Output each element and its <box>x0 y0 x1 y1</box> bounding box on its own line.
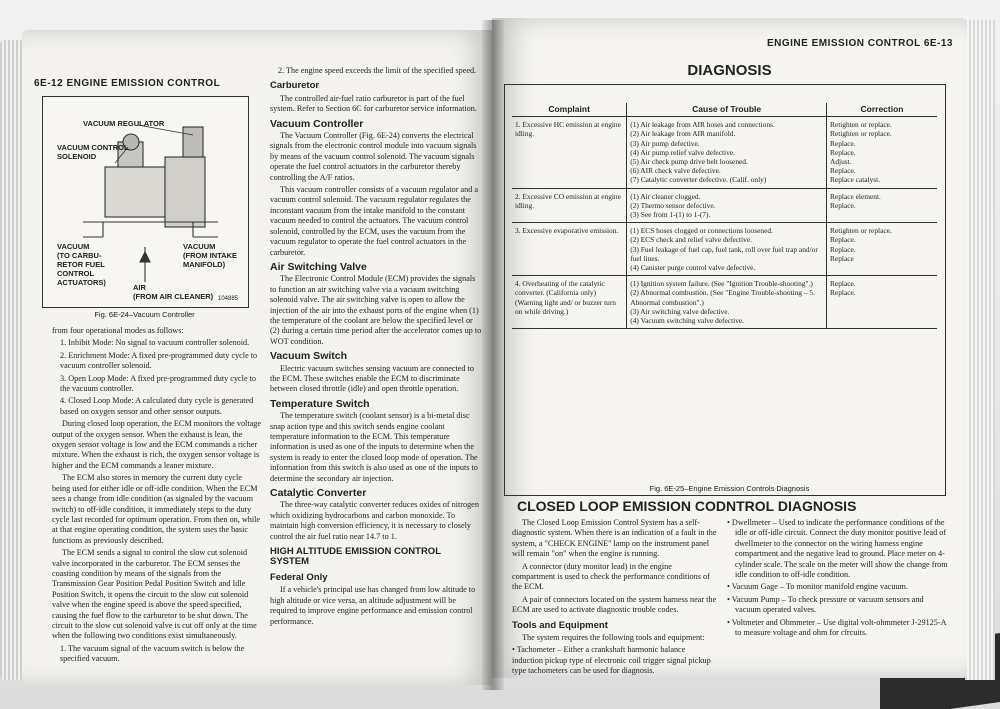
paragraph-vacuum-switch: Electric vacuum switches sensing vacuum are connected to the ECM. These switches enable the ECM to discriminate between closed throttle (idle) and open throttle operation. <box>270 363 474 394</box>
header-cause: Cause of Trouble <box>627 103 827 117</box>
cause-item: (3) Air switching valve defective. <box>630 306 730 316</box>
bullet-tachometer: • Tachometer – Either a crankshaft harmonic balance induction pickup type of electronic coil trigger signal pickup type tachometers can be used for diagnosis. <box>512 645 711 676</box>
heading-vacuum-switch: Vacuum Switch <box>270 350 348 363</box>
table-row <box>512 188 937 223</box>
cause-item: (2) Abnormal combustion. (See "Engine Trouble-shooting – 5. Abnormal combustion".) <box>630 288 815 307</box>
correction-cell <box>827 276 938 329</box>
cause-item: (1) Air leakage from AIR hoses and connections. <box>630 120 775 130</box>
label-vacuum-control-solenoid: VACUUM CONTROL SOLENOID <box>57 143 129 161</box>
bullet-vacuum-gage: • Vacuum Gage – To monitor manifold engine vacuum. <box>727 582 908 592</box>
table-row <box>512 223 937 276</box>
cause-item: (2) Thermo sensor defective. <box>630 200 716 210</box>
complaint-cell: 4. Overheating of the catalytic converter. (California only) (Warning light and/ or buzzer turn on while driving.) <box>512 276 627 329</box>
correction-item: Replace. <box>830 166 856 176</box>
book-gutter <box>482 20 504 690</box>
heading-federal-only: Federal Only <box>270 571 328 583</box>
figure-caption: Fig. 6E-24–Vacuum Controller <box>94 310 195 319</box>
condition-1: 1. The vacuum signal of the vacuum switch is below the specified vacuum. <box>60 643 245 664</box>
cause-item: (4) Air pump relief valve defective. <box>630 147 735 157</box>
paragraph-carburetor: The controlled air-fuel ratio carburetor is part of the fuel system. Refer to Section 6C for carburetor service information. <box>270 93 477 114</box>
paragraph-self-diagnostic: The Closed Loop Emission Control System has a self-diagnostic system. When there is an indication of a fault in the system, a "CHECK ENGINE" lamp on the instrument panel will remain "on" when the engine is running. <box>512 518 717 559</box>
complaint-cell: 1. Excessive HC emission at engine idling. <box>512 117 627 188</box>
tool-bullet-list <box>727 518 949 638</box>
paragraph-connectors: A pair of connectors located on the system harness near the ECM are used to activate diagnostic trouble codes. <box>512 594 717 615</box>
correction-item: Adjust. <box>830 157 852 167</box>
cause-item: (1) Air cleaner clogged. <box>630 191 701 201</box>
cause-item: (4) Vacuum switching valve defective. <box>630 316 745 326</box>
cause-item: (3) Fuel leakage of fuel cap, fuel tank, roll over fuel trap and/or fuel lines. <box>630 244 818 263</box>
bullet-voltmeter: • Voltmeter and Ohmmeter – Use digital volt-ohmmeter J-29125-A to measure voltage and ohm for circuits. <box>727 617 947 638</box>
left-column-2 <box>270 66 482 629</box>
correction-item: Replace. <box>830 235 856 245</box>
cause-item: (5) Air check pump drive belt loosened. <box>630 157 748 167</box>
closed-loop-title: CLOSED LOOP EMISSION CODNTROL DIAGNOSIS <box>517 498 857 514</box>
cause-item: (1) Ignition system failure. (See "Ignition Trouble-shooting".) <box>630 279 813 289</box>
paragraph-slow-cut: The ECM sends a signal to control the slow cut solenoid valve incorporated in the carburetor. The ECM senses the coasting condition by means of the signals from the Transmission Gear Position Pedal Position Switch and Idle Position Switch, it opens the circuit to the slow cut solenoid valve when the engine speed is above the speed specified, causing the fuel flow to the carburetor to be shut down. The circuit to the slow cut solenoid valve is cut off only at the time when the following two conditions exist simultaneously. <box>52 548 257 641</box>
diagnosis-table <box>512 103 937 329</box>
correction-item: Retighten or replace. <box>830 226 892 236</box>
correction-item: Replace. <box>830 288 856 298</box>
figure-number: 104885 <box>218 296 239 302</box>
table-header-row <box>512 103 937 117</box>
correction-item: Replace <box>830 253 854 263</box>
heading-catalytic-converter: Catalytic Converter <box>270 487 367 500</box>
left-column-1 <box>52 326 262 667</box>
correction-item: Replace catalyst. <box>830 175 881 185</box>
left-page <box>22 30 492 685</box>
cause-item: (3) Air pump defective. <box>630 138 700 148</box>
label-air: AIR (FROM AIR CLEANER) <box>133 283 214 301</box>
cause-item: (4) Canister purge control valve defective. <box>630 263 756 273</box>
paragraph-air-switching-valve: The Electronic Control Module (ECM) provides the signals to function an air switching valve via a vacuum switching solenoid valve. The air switching valve is open to allow the injection of the air into the exhaust ports of the engine when (1) the temperature of the coolant are below the specified level or (2) during a certain time period after the accelerator comes up to WOT condition. <box>270 274 482 346</box>
correction-cell <box>827 188 938 223</box>
table-row <box>512 117 937 188</box>
complaint-cell: 2. Excessive CO emission at engine idling. <box>512 188 627 223</box>
label-vacuum-from-manifold: VACUUM (FROM INTAKE MANIFOLD) <box>183 242 238 269</box>
correction-item: Retighten or replace. <box>830 120 892 130</box>
page-edges-right <box>965 20 995 680</box>
cause-item: (3) See from 1-(1) to 1-(7). <box>630 210 711 220</box>
vacuum-controller-figure <box>42 96 249 308</box>
cause-cell <box>627 117 827 188</box>
right-page <box>492 18 967 678</box>
mode-3: 3. Open Loop Mode: A fixed pre-programmed duty cycle to the vacuum controller. <box>60 373 256 394</box>
complaint-cell: 3. Excessive evaporative emission. <box>512 223 627 276</box>
cause-item: (2) ECS check and relief valve defective. <box>630 235 752 245</box>
bullet-dwellmeter: • Dwellmeter – Used to indicate the performance conditions of the idle or off-idle circuit. Connect the duty monitor positive lead of dwellmeter to the connector on the wiring harness engine compartment and the negative lead to ground. Place meter on 4-cylinder scale. The scale on the meter will show the change from idle condition to off-idle condition. <box>727 518 948 580</box>
bullet-vacuum-pump: • Vacuum Pump – To check pressure or vacuum sensors and vacuum operated valves. <box>727 594 924 615</box>
right-column-2 <box>727 518 949 640</box>
paragraph-duty-monitor: A connector (duty monitor lead) in the engine compartment is used to check the performance conditions of the ECM. <box>512 561 710 592</box>
header-complaint: Complaint <box>512 103 627 117</box>
left-page-header: 6E-12 ENGINE EMISSION CONTROL <box>34 78 221 89</box>
right-column-1 <box>512 518 717 678</box>
correction-cell <box>827 117 938 188</box>
label-vacuum-regulator: VACUUM REGULATOR <box>83 119 165 128</box>
header-correction: Correction <box>827 103 938 117</box>
intro-text: from four operational modes as follows: <box>52 326 184 335</box>
heading-carburetor: Carburetor <box>270 80 320 92</box>
correction-item: Retighten or replace. <box>830 129 892 139</box>
right-page-header: ENGINE EMISSION CONTROL 6E-13 <box>766 38 953 49</box>
heading-high-altitude: HIGH ALTITUDE EMISSION CONTROL SYSTEM <box>270 546 441 568</box>
mode-1: 1. Inhibit Mode: No signal to vacuum controller solenoid. <box>60 338 250 348</box>
correction-item: Replace. <box>830 200 856 210</box>
correction-item: Replace. <box>830 138 856 148</box>
diagnosis-title: DIAGNOSIS <box>687 62 772 79</box>
mode-4: 4. Closed Loop Mode: A calculated duty cycle is generated based on oxygen sensor and other sensor outputs. <box>60 396 254 416</box>
cause-cell <box>627 188 827 223</box>
label-vacuum-to-carburetor: VACUUM (TO CARBU- RETOR FUEL CONTROL ACTUATORS) <box>57 242 106 287</box>
heading-temperature-switch: Temperature Switch <box>270 397 370 410</box>
cause-cell <box>627 276 827 329</box>
cause-item: (1) ECS hoses clogged or connections loosened. <box>630 226 773 236</box>
paragraph-tools: The system requires the following tools and equipment: <box>522 633 705 643</box>
heading-vacuum-controller: Vacuum Controller <box>270 117 364 130</box>
cause-item: (7) Catalytic converter defective. (Calif. only) <box>630 175 767 185</box>
heading-air-switching-valve: Air Switching Valve <box>270 260 367 273</box>
diagnosis-table-body <box>512 117 937 329</box>
cause-item: (2) Air leakage from AIR manifold. <box>630 129 736 139</box>
correction-item: Replace element. <box>830 191 881 201</box>
paragraph-federal-only: If a vehicle's principal use has changed from low altitude to high altitude or vice versa, an altitude adjustment will be required to improve engine performance and emission control performance. <box>270 585 476 626</box>
condition-2: 2. The engine speed exceeds the limit of the specified speed. <box>278 66 477 75</box>
paragraph-temperature-switch: The temperature switch (coolant sensor) is a bi-metal disc snap action type and this switch sends engine coolant temperature information to the ECM. This temperature information is used as one of the inputs to determine when the system is ready to enter the closed loop mode of operation. The information from this switch is also used as one of the inputs to determine the secondary air injection. <box>270 411 478 483</box>
cause-cell <box>627 223 827 276</box>
diagnosis-caption: Fig. 6E-25–Engine Emission Controls Diagnosis <box>649 484 810 493</box>
correction-cell <box>827 223 938 276</box>
paragraph-vacuum-controller-1: The Vacuum Controller (Fig. 6E-24) converts the electrical signals from the electronic control module into vacuum signals by means of the vacuum control solenoid. The vacuum signals operate the fuel control actuators in the carburetor thereby controlling the A/F ratios. <box>270 131 477 182</box>
correction-item: Replace. <box>830 147 856 157</box>
table-row <box>512 276 937 329</box>
heading-tools: Tools and Equipment <box>512 619 608 631</box>
correction-item: Replace. <box>830 244 856 254</box>
cause-item: (6) AIR check valve defective. <box>630 166 721 176</box>
paragraph-catalytic-converter: The three-way catalytic converter reduces oxides of nitrogen which oxidizing hydrocarbons and carbon monoxide. To maintain high conversion efficiency, it is necessary to closely control the air fuel ratio near 14.7 to 1. <box>270 500 479 541</box>
paragraph-closed-loop: During closed loop operation, the ECM monitors the voltage output of the oxygen sensor. When the exhaust is lean, the oxygen sensor voltage is low and the ECM commands a richer mixture. When the exhaust is rich, the oxygen sensor voltage is higher and the ECM commands a leaner mixture. <box>52 419 261 470</box>
mode-2: 2. Enrichment Mode: A fixed pre-programmed duty cycle to vacuum controller solenoid. <box>60 350 258 371</box>
paragraph-ecm-memory: The ECM also stores in memory the current duty cycle being used for either idle or off-idle condition. When the ECM sees a change from idle condition (as signaled by the vacuum switch) to off-idle condition, it immediately steps to the duty cycle last recorded for optimum operation. From then on, while at that engine operating condition, the system uses the basic functions as previously described. <box>52 473 261 545</box>
correction-item: Replace. <box>830 279 856 289</box>
paragraph-vacuum-controller-2: This vacuum controller consists of a vacuum regulator and a vacuum control solenoid. The vacuum regulator regulates the inconstant vacuum from the intake manifold to the constant vacuum needed to control the actuators. The vacuum control solenoid, controlled by the ECM, uses the vacuum from the vacuum regulator to operate the fuel control actuators in the carburetor. <box>270 185 479 257</box>
